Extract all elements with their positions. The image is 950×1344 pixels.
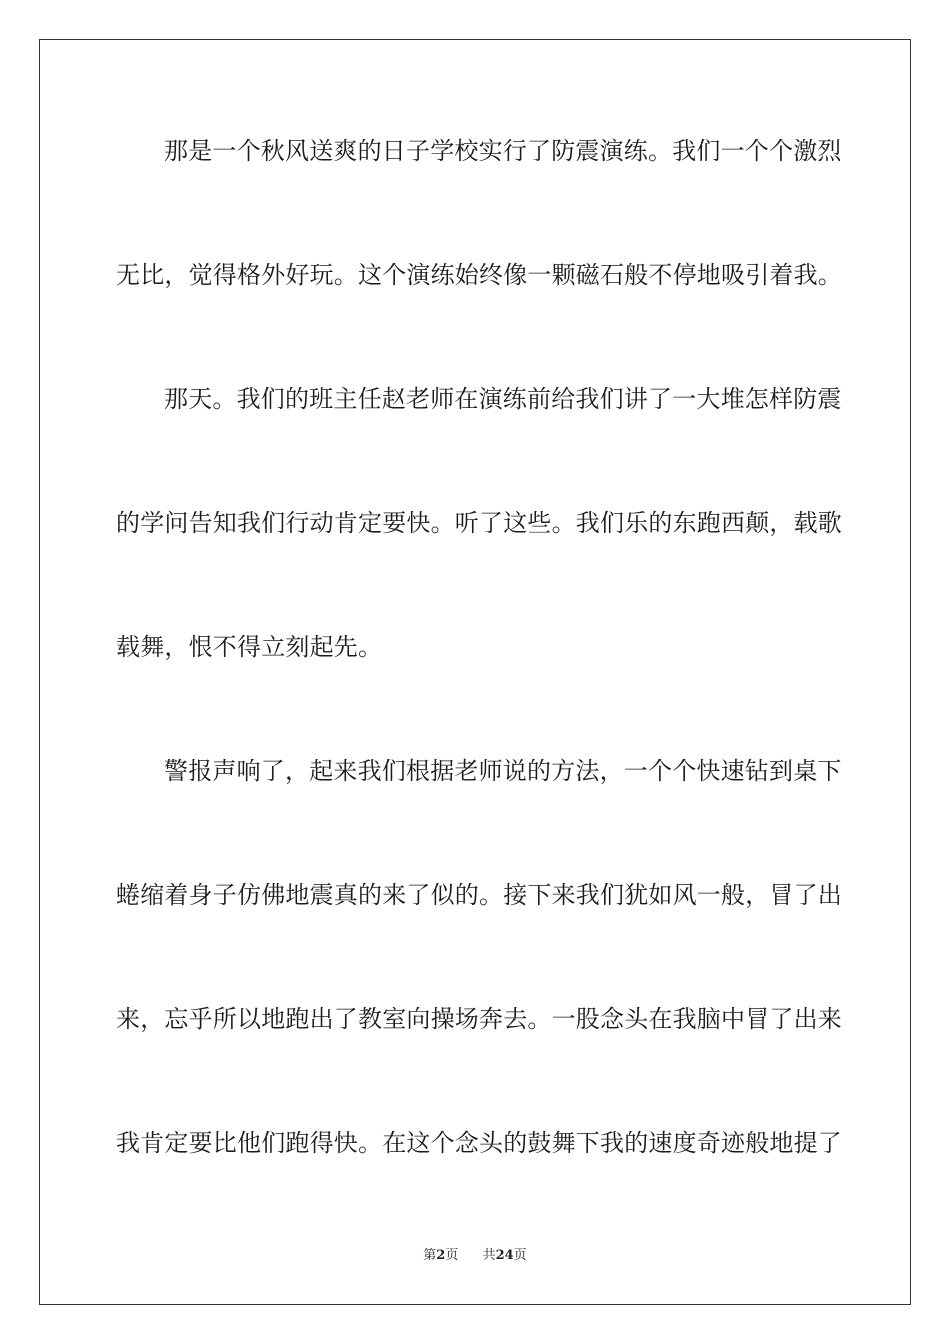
total-suffix: 页: [513, 1248, 527, 1263]
page-suffix: 页: [445, 1248, 459, 1263]
paragraph-3-line-3: 来，忘乎所以地跑出了教室向操场奔去。一股念头在我脑中冒了出来: [116, 1005, 842, 1033]
paragraph-1-line-1: 那是一个秋风送爽的日子学校实行了防震演练。我们一个个激烈: [164, 137, 842, 165]
page-prefix: 第: [423, 1248, 437, 1263]
page-border: [39, 39, 911, 1305]
page-footer: [0, 1247, 950, 1265]
paragraph-2-line-1: 那天。我们的班主任赵老师在演练前给我们讲了一大堆怎样防震: [164, 385, 842, 413]
paragraph-1-line-2: 无比，觉得格外好玩。这个演练始终像一颗磁石般不停地吸引着我。: [116, 261, 842, 289]
paragraph-3-line-2: 蜷缩着身子仿佛地震真的来了似的。接下来我们犹如风一般，冒了出: [116, 881, 842, 909]
total-pages-indicator: [483, 1247, 527, 1265]
total-pages: 24: [495, 1248, 514, 1263]
paragraph-3-line-4: 我肯定要比他们跑得快。在这个念头的鼓舞下我的速度奇迹般地提了: [116, 1129, 842, 1157]
paragraph-2-line-2: 的学问告知我们行动肯定要快。听了这些。我们乐的东跑西颠，载歌: [116, 509, 842, 537]
page-indicator: [423, 1247, 458, 1265]
total-prefix: 共: [482, 1248, 496, 1263]
paragraph-3-line-1: 警报声响了，起来我们根据老师说的方法，一个个快速钻到桌下: [164, 757, 842, 785]
paragraph-2-line-3: 载舞，恨不得立刻起先。: [116, 633, 383, 661]
page-number: 2: [436, 1248, 446, 1263]
